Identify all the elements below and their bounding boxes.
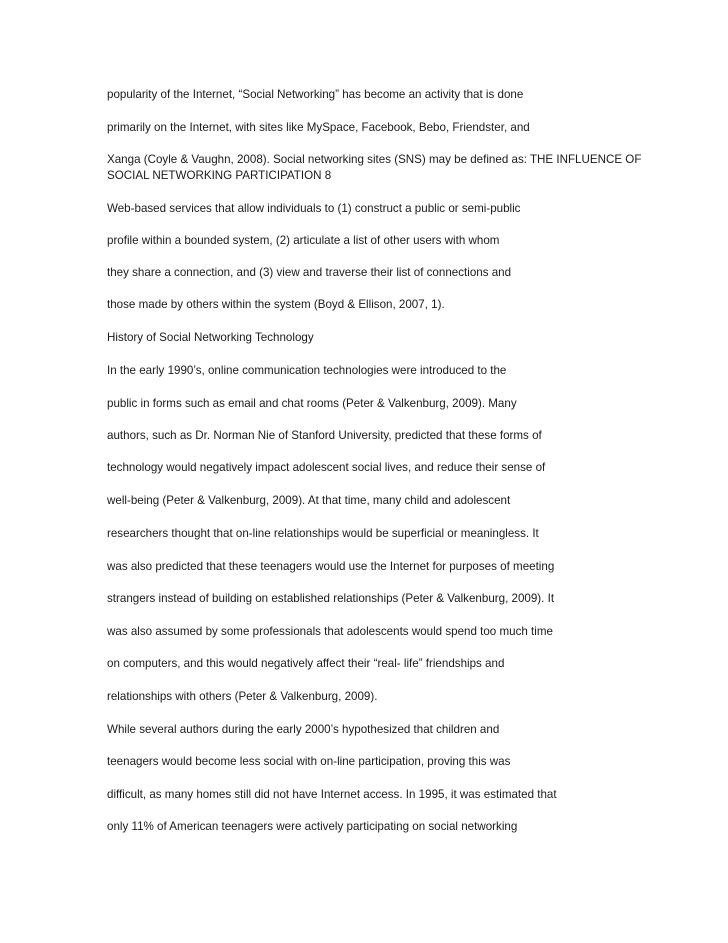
text-line: was also predicted that these teenagers would use the Internet for purposes of meeting	[107, 560, 555, 573]
text-line: well-being (Peter & Valkenburg, 2009). At that time, many child and adolescent	[107, 494, 511, 507]
text-line: only 11% of American teenagers were actively participating on social networking	[107, 820, 518, 833]
text-line: public in forms such as email and chat rooms (Peter & Valkenburg, 2009). Many	[107, 397, 517, 410]
text-line: primarily on the Internet, with sites like MySpace, Facebook, Bebo, Friendster, and	[107, 121, 530, 134]
text-line: strangers instead of building on established relationships (Peter & Valkenburg, 2009). It	[107, 592, 555, 605]
text-line: those made by others within the system (Boyd & Ellison, 2007, 1).	[107, 298, 445, 311]
text-line: popularity of the Internet, “Social Networking” has become an activity that is done	[107, 88, 524, 101]
text-line: authors, such as Dr. Norman Nie of Stanford University, predicted that these forms of	[107, 429, 542, 442]
text-line: researchers thought that on-line relationships would be superficial or meaningless. It	[107, 527, 539, 540]
text-line: teenagers would become less social with on-line participation, proving this was	[107, 755, 511, 768]
text-line: was also assumed by some professionals that adolescents would spend too much time	[107, 625, 553, 638]
text-line: technology would negatively impact adolescent social lives, and reduce their sense of	[107, 461, 546, 474]
text-line: on computers, and this would negatively affect their “real- life” friendships and	[107, 657, 505, 670]
text-line: relationships with others (Peter & Valkenburg, 2009).	[107, 690, 378, 703]
text-line: difficult, as many homes still did not have Internet access. In 1995, it was estimated that	[107, 788, 557, 801]
text-line: Xanga (Coyle & Vaughn, 2008). Social networking sites (SNS) may be defined as: THE INFLUENCE OF	[107, 153, 642, 166]
text-line: Web-based services that allow individuals to (1) construct a public or semi-public	[107, 202, 521, 215]
text-line: they share a connection, and (3) view and traverse their list of connections and	[107, 266, 512, 279]
text-line: In the early 1990’s, online communication technologies were introduced to the	[107, 364, 507, 377]
text-line: While several authors during the early 2000’s hypothesized that children and	[107, 723, 500, 736]
text-line: profile within a bounded system, (2) articulate a list of other users with whom	[107, 234, 500, 247]
text-line: SOCIAL NETWORKING PARTICIPATION 8	[107, 169, 332, 182]
section-heading: History of Social Networking Technology	[107, 331, 314, 344]
